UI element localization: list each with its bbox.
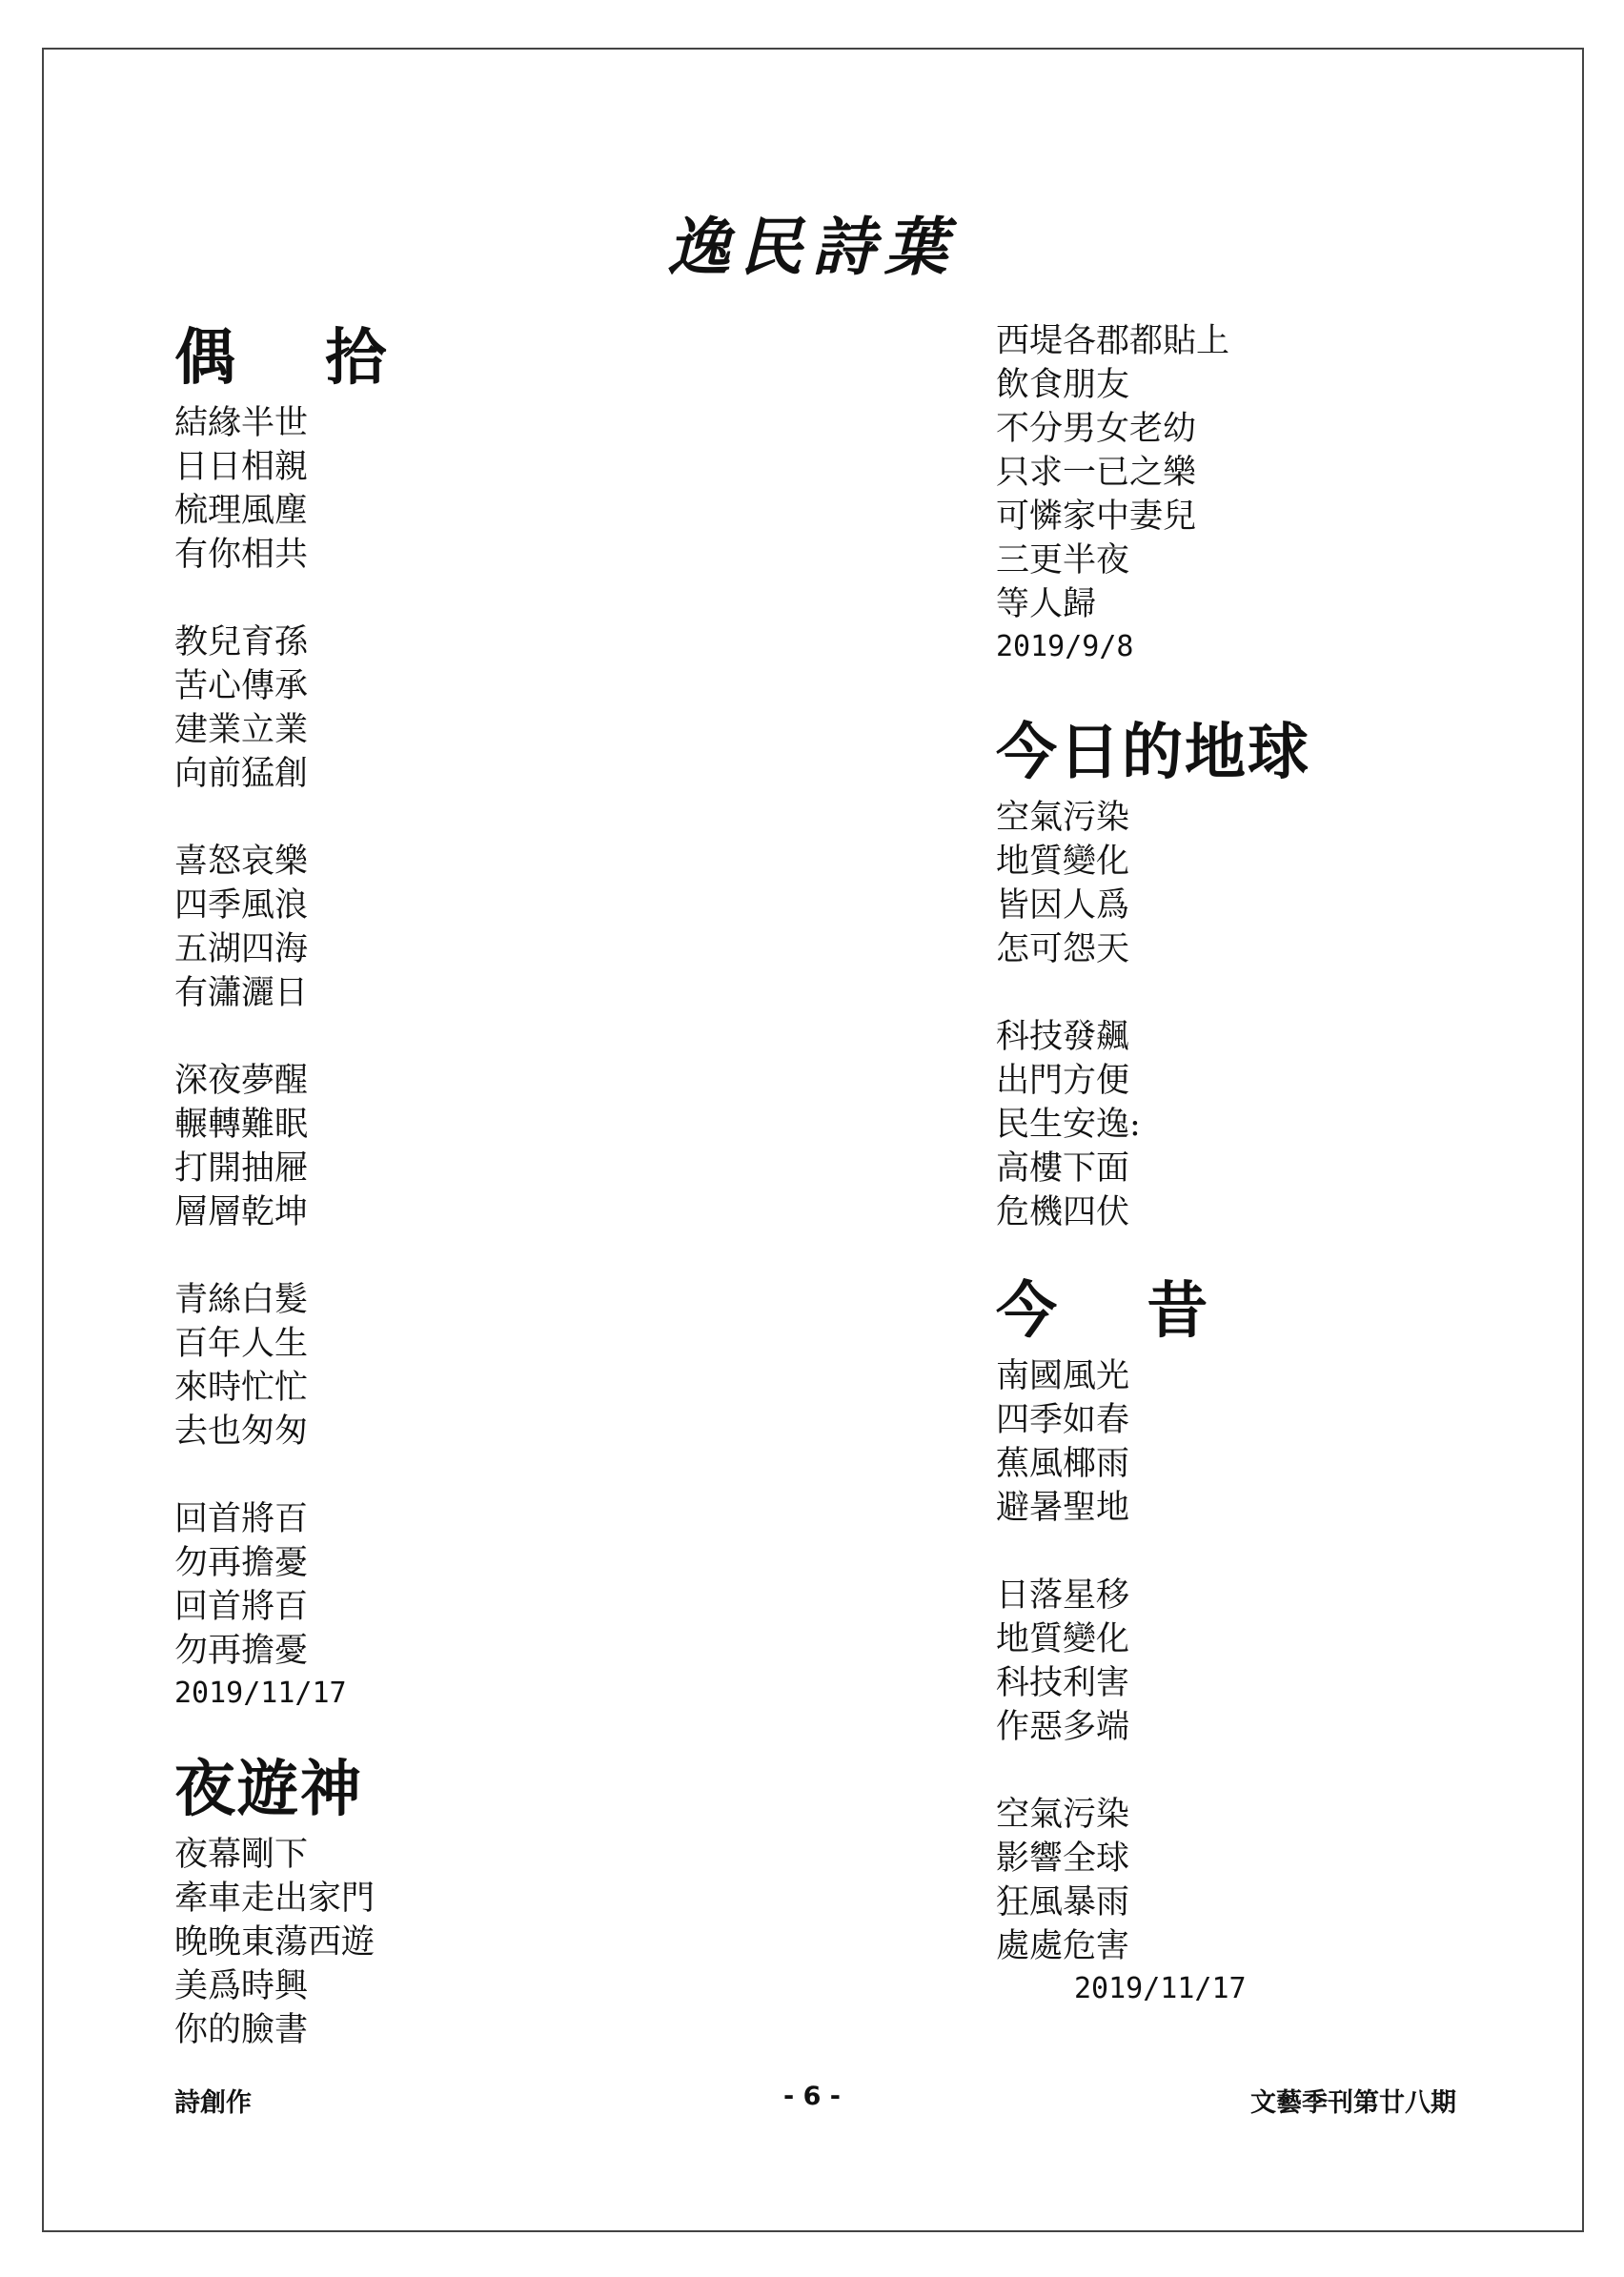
poem-line: 作惡多端 — [996, 1708, 1130, 1746]
poem-title: 今 昔 — [996, 1275, 1243, 1347]
poem-line: 避暑聖地 — [996, 1489, 1130, 1527]
poem-line: 民生安逸: — [996, 1106, 1141, 1144]
poem-line: 皆因人爲 — [996, 886, 1130, 925]
poem-line: 空氣污染 — [996, 799, 1130, 837]
poem-line: 青絲白髮 — [174, 1281, 309, 1319]
poem-date: 2019/9/8 — [996, 630, 1134, 663]
poem-line: 只求一已之樂 — [996, 454, 1197, 492]
poem-line: 打開抽屜 — [174, 1149, 309, 1188]
poem-line: 教兒育孫 — [174, 623, 309, 661]
right-column — [996, 319, 1568, 2046]
poem-yeyoushen — [174, 1751, 765, 2052]
left-column — [174, 319, 765, 2088]
poem-title: 偶 拾 — [174, 322, 421, 394]
poem-line: 出門方便 — [996, 1062, 1130, 1100]
poem-line: 西堤各郡都貼上 — [996, 322, 1230, 360]
poem-line: 建業立業 — [174, 711, 309, 749]
poem-date: 2019/11/17 — [174, 1677, 347, 1710]
poem-line: 去也匆匆 — [174, 1413, 309, 1451]
poem-line: 地質變化 — [996, 1620, 1130, 1658]
poem-line: 美爲時興 — [174, 1967, 309, 2005]
poem-line: 可憐家中妻兒 — [996, 498, 1197, 536]
poem-line: 向前猛創 — [174, 755, 309, 793]
poem-jinri — [996, 714, 1568, 1234]
poem-line: 怎可怨天 — [996, 930, 1130, 968]
poem-line: 危機四伏 — [996, 1193, 1130, 1231]
poem-line: 回首將百 — [174, 1588, 309, 1626]
poem-title: 今日的地球 — [996, 717, 1310, 788]
poem-line: 地質變化 — [996, 843, 1130, 881]
poem-line: 晚晚東蕩西遊 — [174, 1923, 376, 1962]
poem-line: 南國風光 — [996, 1357, 1130, 1395]
publication-name: 文藝季刊第廿八期 — [1250, 2088, 1456, 2118]
poem-yeyoushen-continued — [996, 319, 1568, 668]
poem-line: 五湖四海 — [174, 930, 309, 968]
poem-line: 影響全球 — [996, 1840, 1130, 1878]
poem-jinxi — [996, 1272, 1568, 2010]
poem-line: 勿再擔憂 — [174, 1632, 309, 1670]
stanza — [174, 840, 765, 1015]
poem-line: 四季如春 — [996, 1401, 1130, 1439]
stanza — [174, 1059, 765, 1234]
poem-line: 高樓下面 — [996, 1149, 1130, 1188]
poem-line: 層層乾坤 — [174, 1193, 309, 1231]
stanza — [996, 796, 1568, 971]
poem-line: 三更半夜 — [996, 541, 1130, 579]
stanza — [996, 1574, 1568, 1749]
poem-line: 科技發飆 — [996, 1018, 1130, 1056]
stanza — [996, 1015, 1568, 1234]
poem-line: 飲食朋友 — [996, 366, 1130, 404]
page-number: - 6 - — [783, 2082, 841, 2111]
poem-line: 結緣半世 — [174, 404, 309, 442]
stanza — [996, 1793, 1568, 2010]
poem-line: 牽車走出家門 — [174, 1880, 376, 1918]
poem-line: 苦心傳承 — [174, 667, 309, 705]
poem-line: 夜幕剛下 — [174, 1836, 309, 1874]
poem-line: 輾轉難眠 — [174, 1106, 309, 1144]
poem-line: 來時忙忙 — [174, 1369, 309, 1407]
stanza — [996, 1354, 1568, 1530]
poem-line: 處處危害 — [996, 1927, 1130, 1965]
poem-title: 夜遊神 — [174, 1754, 363, 1825]
poem-line: 日日相親 — [174, 448, 309, 486]
poem-ouqian — [174, 319, 765, 1715]
poem-line: 你的臉書 — [174, 2011, 309, 2049]
poem-line: 四季風浪 — [174, 886, 309, 925]
page-title: 逸民詩葉 — [667, 210, 957, 284]
poem-date: 2019/11/17 — [1074, 1972, 1247, 2005]
stanza — [174, 1497, 765, 1715]
poem-line: 百年人生 — [174, 1325, 309, 1363]
poem-line: 有瀟灑日 — [174, 974, 309, 1012]
footer-section-label: 詩創作 — [174, 2088, 252, 2118]
poem-line: 梳理風塵 — [174, 492, 309, 530]
poem-line: 科技利害 — [996, 1664, 1130, 1702]
poem-line: 不分男女老幼 — [996, 410, 1197, 448]
stanza — [174, 401, 765, 577]
stanza — [174, 620, 765, 796]
poem-line: 勿再擔憂 — [174, 1544, 309, 1582]
poem-line: 蕉風椰雨 — [996, 1445, 1130, 1483]
poem-line: 日落星移 — [996, 1576, 1130, 1615]
poem-line: 空氣污染 — [996, 1796, 1130, 1834]
poem-line: 喜怒哀樂 — [174, 843, 309, 881]
poem-line: 回首將百 — [174, 1500, 309, 1538]
poem-line: 有你相共 — [174, 536, 309, 574]
poem-line: 等人歸 — [996, 585, 1097, 623]
poem-line: 狂風暴雨 — [996, 1883, 1130, 1921]
stanza — [174, 1278, 765, 1454]
poem-line: 深夜夢醒 — [174, 1062, 309, 1100]
